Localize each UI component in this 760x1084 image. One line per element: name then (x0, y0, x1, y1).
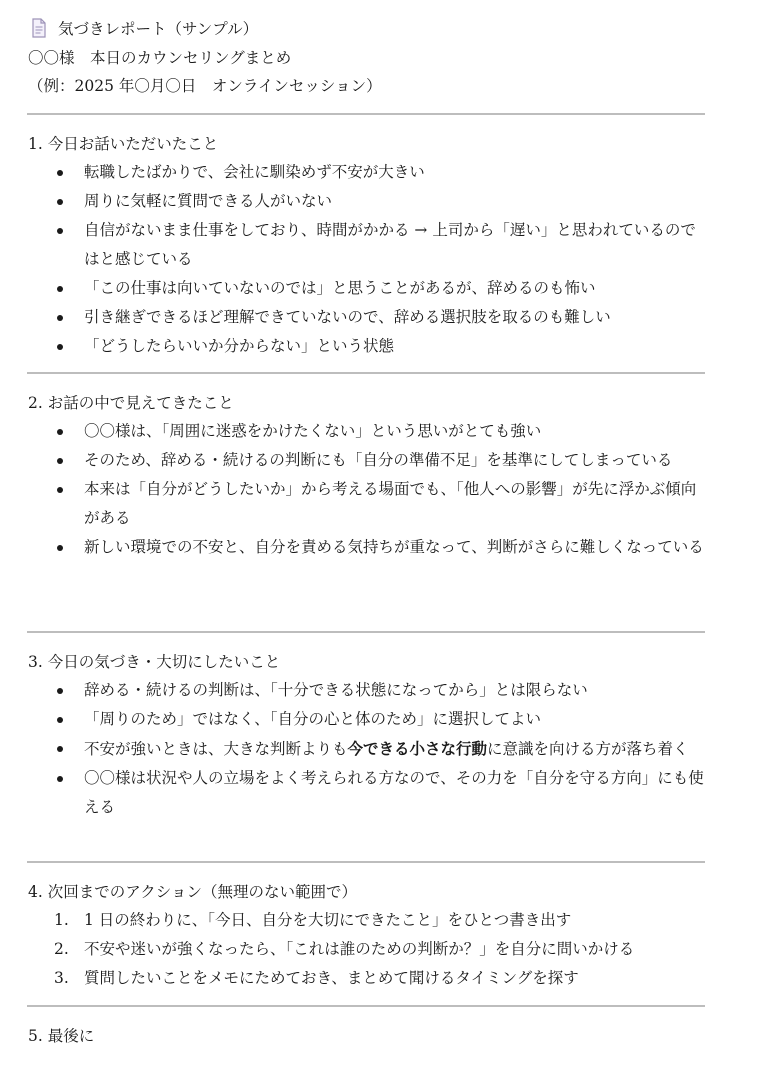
list-item: 引き継ぎできるほど理解できていないので、辞める選択肢を取るのも難しい (0, 303, 708, 332)
divider (27, 631, 705, 633)
title-row (28, 16, 258, 40)
bullet-icon (57, 429, 63, 435)
list-item: 3. 質問したいことをメモにためておき、まとめて聞けるタイミングを探す (0, 964, 708, 993)
list-number: 3. (54, 969, 69, 987)
list-item: 辞める・続けるの判断は、「十分できる状態になってから」とは限らない (0, 676, 708, 705)
section-heading: 3. 今日の気づき・大切にしたいこと (28, 653, 281, 671)
list-item: 周りに気軽に質問できる人がいない (0, 187, 708, 216)
divider (27, 113, 705, 115)
list-item: 自信がないまま仕事をしており、時間がかかる → 上司から「遅い」と思われているのではと感じている (0, 216, 708, 274)
list-number: 1. (54, 911, 69, 929)
divider (27, 372, 705, 374)
subtitle: 〇〇様 本日のカウンセリングまとめ (28, 49, 292, 67)
list-item: 〇〇様は、「周囲に迷惑をかけたくない」という思いがとても強い (0, 417, 708, 446)
section-list (0, 158, 708, 361)
bullet-icon (57, 344, 63, 350)
bullet-icon (57, 286, 63, 292)
session-info: （例：2025 年〇月〇日 オンラインセッション） (28, 77, 382, 95)
list-item: 1. 1 日の終わりに、「今日、自分を大切にできたこと」をひとつ書き出す (0, 906, 708, 935)
bullet-icon (57, 228, 63, 234)
bullet-icon (57, 458, 63, 464)
emphasis-text: 今できる小さな行動 (347, 739, 488, 758)
bullet-icon (57, 199, 63, 205)
bullet-icon (57, 688, 63, 694)
bullet-icon (57, 315, 63, 321)
bullet-icon (57, 717, 63, 723)
bullet-icon (57, 776, 63, 782)
list-number: 2. (54, 940, 69, 958)
list-item: 「どうしたらいいか分からない」という状態 (0, 332, 708, 361)
section-heading: 5. 最後に (28, 1027, 95, 1045)
list-item: 本来は「自分がどうしたいか」から考える場面でも、「他人への影響」が先に浮かぶ傾向がある (0, 475, 708, 533)
divider (27, 1005, 705, 1007)
bullet-icon (57, 545, 63, 551)
page-title: 気づきレポート（サンプル） (58, 20, 259, 38)
list-item: 〇〇様は状況や人の立場をよく考えられる方なので、その力を「自分を守る方向」にも使える (0, 764, 708, 822)
list-item: 新しい環境での不安と、自分を責める気持ちが重なって、判断がさらに難しくなっている (0, 533, 708, 562)
bullet-icon (57, 746, 63, 752)
section-list (0, 676, 708, 822)
document-icon (28, 17, 50, 39)
list-item: そのため、辞める・続けるの判断にも「自分の準備不足」を基準にしてしまっている (0, 446, 708, 475)
section-heading: 4. 次回までのアクション（無理のない範囲で） (28, 883, 357, 901)
section-list (0, 417, 708, 562)
list-item: 不安が強いときは、大きな判断よりも今できる小さな行動に意識を向ける方が落ち着く (0, 734, 708, 764)
action-list (0, 906, 708, 993)
divider (27, 861, 705, 863)
section-heading: 1. 今日お話いただいたこと (28, 135, 219, 153)
section-heading: 2. お話の中で見えてきたこと (28, 394, 234, 412)
list-item: 転職したばかりで、会社に馴染めず不安が大きい (0, 158, 708, 187)
list-item: 2. 不安や迷いが強くなったら、「これは誰のための判断か？」を自分に問いかける (0, 935, 708, 964)
bullet-icon (57, 170, 63, 176)
bullet-icon (57, 487, 63, 493)
list-item: 「この仕事は向いていないのでは」と思うことがあるが、辞めるのも怖い (0, 274, 708, 303)
list-item: 「周りのため」ではなく、「自分の心と体のため」に選択してよい (0, 705, 708, 734)
